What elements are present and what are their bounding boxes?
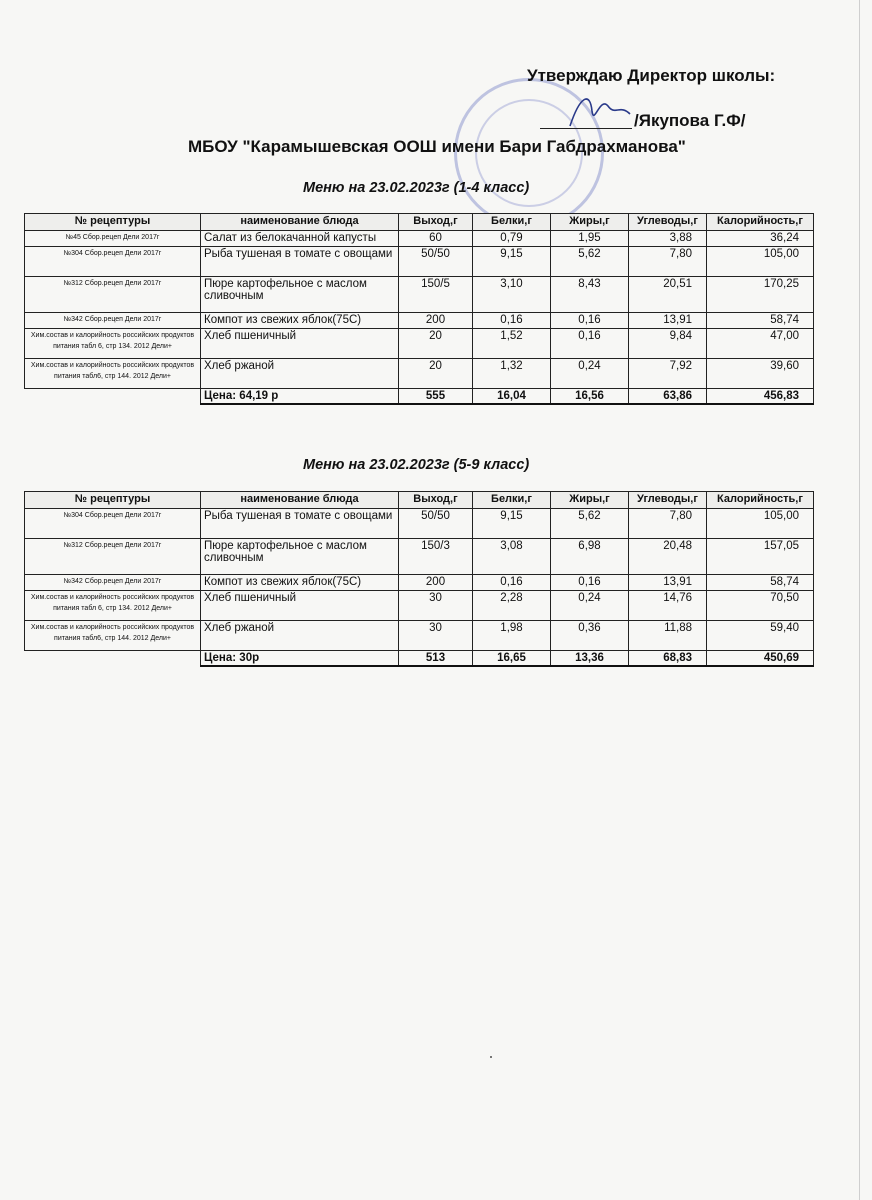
yield-cell: 20	[399, 328, 473, 358]
header-row	[25, 214, 814, 231]
total-yield: 513	[399, 650, 473, 666]
yield-cell: 20	[399, 358, 473, 388]
column-header: Белки,г	[473, 214, 551, 231]
recipe-source: №304 Сбор.рецеп Дели 2017г	[25, 246, 201, 276]
header-row	[25, 492, 814, 509]
recipe-source: №312 Сбор.рецеп Дели 2017г	[25, 539, 201, 575]
total-carbs: 63,86	[629, 388, 707, 404]
total-fat: 16,56	[551, 388, 629, 404]
column-header: № рецептуры	[25, 492, 201, 509]
table-row	[25, 620, 814, 650]
fat-cell: 5,62	[551, 246, 629, 276]
carbs-cell: 13,91	[629, 575, 707, 591]
dish-name: Компот из свежих яблок(75С)	[201, 312, 399, 328]
carbs-cell: 20,51	[629, 276, 707, 312]
table-row	[25, 276, 814, 312]
table-row	[25, 509, 814, 539]
calories-cell: 170,25	[707, 276, 814, 312]
yield-cell: 50/50	[399, 509, 473, 539]
protein-cell: 9,15	[473, 509, 551, 539]
column-header: наименование блюда	[201, 214, 399, 231]
fat-cell: 0,24	[551, 590, 629, 620]
carbs-cell: 7,92	[629, 358, 707, 388]
carbs-cell: 13,91	[629, 312, 707, 328]
recipe-source: №304 Сбор.рецеп Дели 2017г	[25, 509, 201, 539]
fat-cell: 0,16	[551, 328, 629, 358]
carbs-cell: 3,88	[629, 231, 707, 247]
protein-cell: 3,08	[473, 539, 551, 575]
price-cell: Цена: 64,19 р	[201, 388, 399, 404]
school-name: МБОУ "Карамышевская ООШ имени Бари Габдрахманова"	[188, 137, 686, 156]
director-name: /Якупова Г.Ф/	[634, 111, 746, 130]
yield-cell: 60	[399, 231, 473, 247]
price-cell: Цена: 30р	[201, 650, 399, 666]
column-header: Выход,г	[399, 492, 473, 509]
dish-name: Пюре картофельное с маслом сливочным	[201, 539, 399, 575]
signature-line	[540, 128, 632, 129]
fat-cell: 0,16	[551, 312, 629, 328]
column-header: Калорийность,г	[707, 492, 814, 509]
yield-cell: 30	[399, 590, 473, 620]
fat-cell: 5,62	[551, 509, 629, 539]
menu-title-1-4: Меню на 23.02.2023г (1-4 класс)	[303, 180, 530, 196]
protein-cell: 0,16	[473, 312, 551, 328]
fat-cell: 1,95	[551, 231, 629, 247]
protein-cell: 0,79	[473, 231, 551, 247]
calories-cell: 59,40	[707, 620, 814, 650]
carbs-cell: 20,48	[629, 539, 707, 575]
recipe-source: Хим.состав и калорийность российских продуктов питания табл 6, стр 134. 2012 Дели+	[25, 328, 201, 358]
calories-cell: 36,24	[707, 231, 814, 247]
table-row	[25, 246, 814, 276]
total-calories: 450,69	[707, 650, 814, 666]
carbs-cell: 7,80	[629, 246, 707, 276]
fat-cell: 0,36	[551, 620, 629, 650]
table-row	[25, 328, 814, 358]
table-row	[25, 590, 814, 620]
column-header: № рецептуры	[25, 214, 201, 231]
yield-cell: 150/5	[399, 276, 473, 312]
menu-title-5-9: Меню на 23.02.2023г (5-9 класс)	[303, 457, 530, 473]
yield-cell: 150/3	[399, 539, 473, 575]
calories-cell: 39,60	[707, 358, 814, 388]
column-header: Выход,г	[399, 214, 473, 231]
calories-cell: 105,00	[707, 509, 814, 539]
total-row	[25, 650, 814, 666]
protein-cell: 0,16	[473, 575, 551, 591]
total-yield: 555	[399, 388, 473, 404]
carbs-cell: 9,84	[629, 328, 707, 358]
protein-cell: 3,10	[473, 276, 551, 312]
table-row	[25, 539, 814, 575]
dish-name: Хлеб пшеничный	[201, 590, 399, 620]
recipe-source: Хим.состав и калорийность российских продуктов питания табл6, стр 144. 2012 Дели+	[25, 358, 201, 388]
dish-name: Салат из белокачанной капусты	[201, 231, 399, 247]
recipe-source: №312 Сбор.рецеп Дели 2017г	[25, 276, 201, 312]
dish-name: Рыба тушеная в томате с овощами	[201, 246, 399, 276]
calories-cell: 58,74	[707, 575, 814, 591]
protein-cell: 2,28	[473, 590, 551, 620]
protein-cell: 1,98	[473, 620, 551, 650]
column-header: Жиры,г	[551, 214, 629, 231]
fat-cell: 0,16	[551, 575, 629, 591]
calories-cell: 47,00	[707, 328, 814, 358]
total-calories: 456,83	[707, 388, 814, 404]
protein-cell: 1,52	[473, 328, 551, 358]
fat-cell: 6,98	[551, 539, 629, 575]
calories-cell: 58,74	[707, 312, 814, 328]
total-carbs: 68,83	[629, 650, 707, 666]
blank-cell	[25, 388, 201, 404]
total-row	[25, 388, 814, 404]
dish-name: Пюре картофельное с маслом сливочным	[201, 276, 399, 312]
yield-cell: 200	[399, 312, 473, 328]
carbs-cell: 11,88	[629, 620, 707, 650]
dish-name: Хлеб ржаной	[201, 620, 399, 650]
carbs-cell: 7,80	[629, 509, 707, 539]
column-header: Углеводы,г	[629, 492, 707, 509]
calories-cell: 70,50	[707, 590, 814, 620]
column-header: Углеводы,г	[629, 214, 707, 231]
scan-dot	[490, 1056, 492, 1058]
recipe-source: №342 Сбор.рецеп Дели 2017г	[25, 312, 201, 328]
menu-table-1-4	[24, 213, 814, 405]
approval-label: Утверждаю Директор школы:	[527, 66, 776, 85]
page-edge	[859, 0, 860, 1200]
protein-cell: 9,15	[473, 246, 551, 276]
dish-name: Хлеб ржаной	[201, 358, 399, 388]
fat-cell: 8,43	[551, 276, 629, 312]
calories-cell: 105,00	[707, 246, 814, 276]
recipe-source: №342 Сбор.рецеп Дели 2017г	[25, 575, 201, 591]
blank-cell	[25, 650, 201, 666]
table-row	[25, 358, 814, 388]
fat-cell: 0,24	[551, 358, 629, 388]
table-row	[25, 575, 814, 591]
calories-cell: 157,05	[707, 539, 814, 575]
yield-cell: 50/50	[399, 246, 473, 276]
total-protein: 16,04	[473, 388, 551, 404]
yield-cell: 200	[399, 575, 473, 591]
carbs-cell: 14,76	[629, 590, 707, 620]
dish-name: Компот из свежих яблок(75С)	[201, 575, 399, 591]
column-header: Белки,г	[473, 492, 551, 509]
table-row	[25, 312, 814, 328]
recipe-source: Хим.состав и калорийность российских продуктов питания табл6, стр 144. 2012 Дели+	[25, 620, 201, 650]
menu-table-5-9	[24, 491, 814, 667]
column-header: Калорийность,г	[707, 214, 814, 231]
dish-name: Рыба тушеная в томате с овощами	[201, 509, 399, 539]
protein-cell: 1,32	[473, 358, 551, 388]
recipe-source: Хим.состав и калорийность российских продуктов питания табл 6, стр 134. 2012 Дели+	[25, 590, 201, 620]
column-header: Жиры,г	[551, 492, 629, 509]
dish-name: Хлеб пшеничный	[201, 328, 399, 358]
table-row	[25, 231, 814, 247]
total-protein: 16,65	[473, 650, 551, 666]
total-fat: 13,36	[551, 650, 629, 666]
recipe-source: №45 Сбор.рецеп Дели 2017г	[25, 231, 201, 247]
yield-cell: 30	[399, 620, 473, 650]
column-header: наименование блюда	[201, 492, 399, 509]
